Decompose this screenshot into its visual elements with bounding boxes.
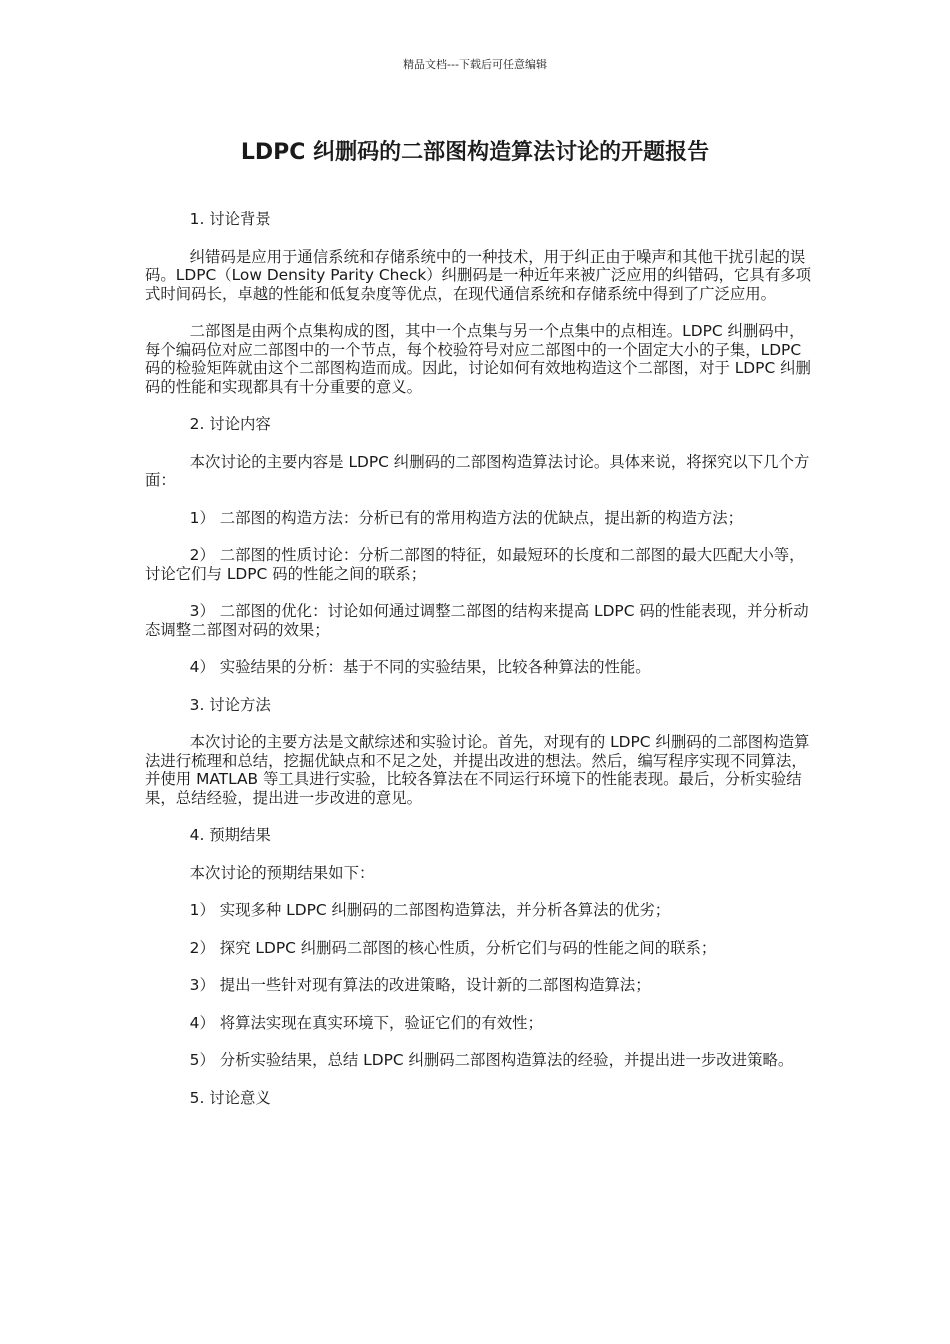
list-item: 1） 二部图的构造方法：分析已有的常用构造方法的优缺点，提出新的构造方法； [189,508,744,527]
list-item: 5） 分析实验结果，总结 LDPC 纠删码二部图构造算法的经验，并提出进一步改进策略。 [189,1051,794,1069]
section-heading-significance: 5. 讨论意义 [189,1088,271,1107]
paragraph: 本次讨论的预期结果如下： [189,863,375,882]
section-heading-background: 1. 讨论背景 [189,210,271,228]
list-item: 2） 二部图的性质讨论：分析二部图的特征，如最短环的长度和二部图的最大匹配大小等，讨论它们与 LDPC 码的性能之间的联系； [145,546,805,583]
document-title: LDPC 纠删码的二部图构造算法讨论的开题报告 [240,140,710,165]
list-item: 3） 二部图的优化：讨论如何通过调整二部图的结构来提高 LDPC 码的性能表现，并分析动态调整二部图对码的效果； [145,602,809,639]
list-item: 1） 实现多种 LDPC 纠删码的二部图构造算法，并分析各算法的优劣； [189,901,671,919]
list-item: 3） 提出一些针对现有算法的改进策略，设计新的二部图构造算法； [189,976,651,994]
section-heading-expected-results: 4. 预期结果 [189,826,271,844]
paragraph: 本次讨论的主要方法是文献综述和实验讨论。首先，对现有的 LDPC 纠删码的二部图构造算法进行梳理和总结，挖掘优缺点和不足之处，并提出改进的想法。然后，编写程序实现不同算法，并使用 MATLAB 等工具进行实验，比较各算法在不同运行环境下的性能表现。最后，分析实验结果，总结经验，提出进一步改进的意见。 [145,733,810,807]
section-heading-content: 2. 讨论内容 [189,415,271,433]
document-body [145,210,813,1126]
list-item: 4） 将算法实现在真实环境下，验证它们的有效性； [189,1013,543,1032]
list-item: 2） 探究 LDPC 纠删码二部图的核心性质，分析它们与码的性能之间的联系； [189,938,717,957]
section-heading-method: 3. 讨论方法 [189,695,271,714]
paragraph: 二部图是由两个点集构成的图，其中一个点集与另一个点集中的点相连。LDPC 纠删码中，每个编码位对应二部图中的一个节点，每个校验符号对应二部图中的一个固定大小的子集，LDPC 码的检验矩阵就由这个二部图构造而成。因此，讨论如何有效地构造这个二部图，对于 LDPC 纠删码的性能和实现都具有十分重要的意义。 [145,322,811,396]
list-item: 4） 实验结果的分析：基于不同的实验结果，比较各种算法的性能。 [189,658,651,676]
page-header: 精品文档---下载后可任意编辑 [403,58,547,71]
paragraph: 本次讨论的主要内容是 LDPC 纠删码的二部图构造算法讨论。具体来说，将探究以下几个方面： [145,452,810,489]
paragraph: 纠错码是应用于通信系统和存储系统中的一种技术，用于纠正由于噪声和其他干扰引起的误码。LDPC（Low Density Parity Check）纠删码是一种近年来被广泛应用的纠错码，它具有多项式时间码长，卓越的性能和低复杂度等优点，在现代通信系统和存储系统中得到了广泛应用。 [145,247,811,303]
